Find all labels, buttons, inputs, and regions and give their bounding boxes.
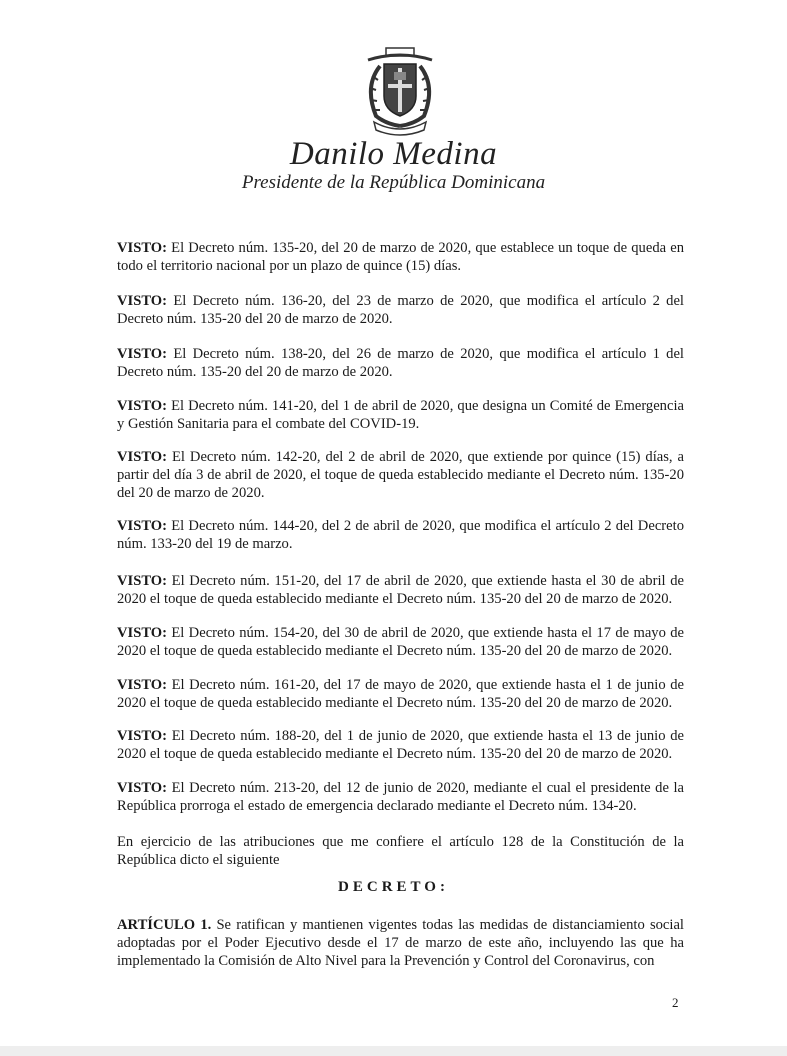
- coat-of-arms-icon: [358, 46, 442, 136]
- paragraph-label: VISTO:: [117, 240, 168, 256]
- paragraph-label: VISTO:: [117, 728, 168, 744]
- paragraph-text: El Decreto núm. 154-20, del 30 de abril de 2020, que extiende hasta el 17 de mayo de 2020 el toque de queda establecido mediante el Decreto núm. 135-20 del 20 de marzo de 2020.: [117, 625, 684, 659]
- paragraph-text: El Decreto núm. 188-20, del 1 de junio de 2020, que extiende hasta el 13 de junio de 2020 el toque de queda establecido mediante el Decreto núm. 135-20 del 20 de marzo de 2020.: [117, 728, 684, 762]
- paragraph-visto-4: [117, 397, 684, 433]
- paragraph-text: El Decreto núm. 141-20, del 1 de abril de 2020, que designa un Comité de Emergencia y Gestión Sanitaria para el combate del COVID-19.: [117, 398, 684, 432]
- paragraph-visto-2: [117, 292, 684, 328]
- paragraph-visto-1: [117, 239, 684, 275]
- paragraph-visto-7: [117, 572, 684, 608]
- paragraph-visto-3: [117, 345, 684, 381]
- decree-heading: DECRETO:: [338, 879, 449, 895]
- signature-name: Danilo Medina: [289, 136, 498, 172]
- paragraph-visto-5: [117, 448, 684, 502]
- paragraph-text: El Decreto núm. 213-20, del 12 de junio de 2020, mediante el cual el presidente de la República prorroga el estado de emergencia declarado mediante el Decreto núm. 134-20.: [117, 780, 684, 814]
- article-text: Se ratifican y mantienen vigentes todas las medidas de distanciamiento social adoptadas por el Poder Ejecutivo desde el 17 de marzo de este año, incluyendo las que ha implementado la Comisión de Alto Nivel para la Prevención y Control del Coronavirus, con: [117, 917, 684, 969]
- paragraph-visto-6: [117, 517, 684, 553]
- page-number: 2: [672, 995, 679, 1010]
- paragraph-label: VISTO:: [117, 449, 168, 465]
- paragraph-label: VISTO:: [117, 677, 168, 693]
- paragraph-label: VISTO:: [117, 518, 168, 534]
- paragraph-visto-10: [117, 727, 684, 763]
- article-1: [117, 916, 684, 970]
- paragraph-visto-11: [117, 779, 684, 815]
- paragraph-label: VISTO:: [117, 625, 168, 641]
- paragraph-label: VISTO:: [117, 573, 168, 589]
- signature-title: Presidente de la República Dominicana: [241, 172, 546, 193]
- paragraph-text: El Decreto núm. 135-20, del 20 de marzo de 2020, que establece un toque de queda en todo el territorio nacional por un plazo de quince (15) días.: [117, 240, 684, 274]
- paragraph-text: El Decreto núm. 151-20, del 17 de abril de 2020, que extiende hasta el 30 de abril de 2020 el toque de queda establecido mediante el Decreto núm. 135-20 del 20 de marzo de 2020.: [117, 573, 684, 607]
- paragraph-ejercicio: [117, 833, 684, 869]
- paragraph-text: El Decreto núm. 142-20, del 2 de abril de 2020, que extiende por quince (15) días, a partir del día 3 de abril de 2020, el toque de queda establecido mediante el Decreto núm. 135-20 del 20 de marzo de 2020.: [117, 449, 684, 501]
- paragraph-label: VISTO:: [117, 293, 168, 309]
- paragraph-text: El Decreto núm. 161-20, del 17 de mayo de 2020, que extiende hasta el 1 de junio de 2020 el toque de queda establecido mediante el Decreto núm. 135-20 del 20 de marzo de 2020.: [117, 677, 684, 711]
- paragraph-label: VISTO:: [117, 780, 168, 796]
- paragraph-visto-9: [117, 676, 684, 712]
- paragraph-text: El Decreto núm. 136-20, del 23 de marzo de 2020, que modifica el artículo 2 del Decreto núm. 135-20 del 20 de marzo de 2020.: [117, 293, 684, 327]
- page-bottom-edge: [0, 1046, 787, 1056]
- paragraph-text: El Decreto núm. 144-20, del 2 de abril de 2020, que modifica el artículo 2 del Decreto núm. 133-20 del 19 de marzo.: [117, 518, 684, 552]
- paragraph-text: En ejercicio de las atribuciones que me confiere el artículo 128 de la Constitución de la República dicto el siguiente: [117, 834, 684, 868]
- paragraph-label: VISTO:: [117, 398, 168, 414]
- paragraph-visto-8: [117, 624, 684, 660]
- paragraph-text: El Decreto núm. 138-20, del 26 de marzo de 2020, que modifica el artículo 1 del Decreto núm. 135-20 del 20 de marzo de 2020.: [117, 346, 684, 380]
- paragraph-label: VISTO:: [117, 346, 168, 362]
- article-label: ARTÍCULO 1.: [117, 917, 212, 933]
